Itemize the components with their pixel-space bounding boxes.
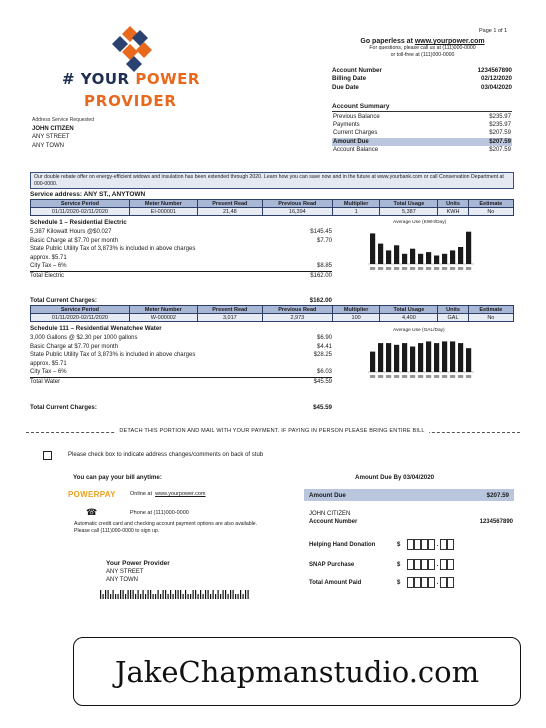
chart-bar xyxy=(378,343,383,372)
detach-instructions: DETACH THIS PORTION AND MAIL WITH YOUR PAYMENT. IF PAYING IN PERSON PLEASE BRING ENTIRE BILL xyxy=(30,428,514,434)
chart-bar xyxy=(378,244,383,264)
amount-due-row: Amount Due $207.59 xyxy=(333,138,511,145)
snap-cents[interactable] xyxy=(440,559,447,570)
chart-bar xyxy=(394,245,399,264)
total-paid-input[interactable] xyxy=(414,577,421,588)
auto-payment-info: Automatic credit card and checking account payment options are also available. Please call (111)000-0000 to sign up. xyxy=(74,521,258,534)
electric-lines: 5,387 Kilowatt Hours @$0.027 $145.45 Basic Charge at $7.70 per month $7.70 State Public Utility Tax of 3,873% is included in above charges approx. $5.71 City Tax – 6% $8.85 Total Electric $162.00 xyxy=(30,229,332,279)
chart-tick-label xyxy=(402,267,407,270)
chart-tick-label xyxy=(450,267,455,270)
chart-tick-label xyxy=(426,375,431,378)
current-charges-total: Total Current Charges: $162.00 xyxy=(30,297,332,304)
electric-chart-title: Average Use (KWH/Day) xyxy=(393,220,447,225)
chart-bar xyxy=(386,343,391,372)
barcode-bar xyxy=(163,590,164,599)
table-row: 01/11/2020-02/11/2020 EI-000001 21,48 16,394 1 5,387 KWH No xyxy=(31,208,514,216)
barcode-bar xyxy=(158,590,159,599)
barcode-bar xyxy=(243,594,244,599)
chart-tick-label xyxy=(434,375,439,378)
barcode-bar xyxy=(198,594,199,599)
online-payment: Online at www.yourpower.com xyxy=(130,491,206,497)
chart-tick-label xyxy=(458,267,463,270)
water-usage-chart xyxy=(366,336,476,382)
barcode-bar xyxy=(223,590,224,599)
barcode-bar xyxy=(208,590,209,599)
chart-bar xyxy=(370,352,375,372)
electric-meter-table: Service Period Meter Number Present Read Previous Read Multiplier Total Usage Units Estimate 01/11/2020-02/11/2020 EI-000001 21,48 16,394 1 5,387 KWH No xyxy=(30,199,514,216)
phone-icon: ☎ xyxy=(86,507,98,517)
barcode-bar xyxy=(108,590,109,599)
barcode-bar xyxy=(155,594,156,599)
company-logo xyxy=(108,24,162,74)
stub-account-info: JOHN CITIZEN Account Number 1234567890 xyxy=(309,511,513,525)
chart-tick-label xyxy=(378,375,383,378)
chart-tick-label xyxy=(434,267,439,270)
chart-bar xyxy=(426,252,431,264)
barcode-bar xyxy=(153,594,154,599)
barcode-bar xyxy=(235,594,236,599)
barcode-bar xyxy=(178,590,179,599)
barcode-bar xyxy=(145,594,146,599)
water-chart-title: Average Use (GAL/Day) xyxy=(393,328,445,333)
barcode-bar xyxy=(143,590,144,599)
barcode-bar xyxy=(193,590,194,599)
barcode-bar xyxy=(148,590,149,599)
total-current-charges: Total Current Charges: $45.59 xyxy=(30,404,332,411)
barcode-bar xyxy=(125,594,126,599)
rebate-notice: Our double rebate offer on energy-efficient widows and insulation has been extended through 2020. Learn how you can save now and in the future at www.yourbank.com or call Conservation Department at 000-0000. xyxy=(30,172,514,189)
chart-tick-label xyxy=(378,267,383,270)
chart-bar xyxy=(418,343,423,372)
chart-bar xyxy=(370,233,375,264)
chart-tick-label xyxy=(394,375,399,378)
chart-bar xyxy=(410,347,415,373)
barcode-bar xyxy=(228,594,229,599)
barcode-bar xyxy=(245,590,246,599)
chart-tick-label xyxy=(466,267,471,270)
barcode-bar xyxy=(175,590,176,599)
barcode-bar xyxy=(113,590,114,599)
total-paid-input[interactable] xyxy=(421,577,428,588)
helping-hand-input[interactable] xyxy=(428,539,435,550)
chart-bar xyxy=(466,232,471,264)
chart-tick-label xyxy=(426,267,431,270)
chart-bar xyxy=(450,341,455,372)
barcode-bar xyxy=(115,594,116,599)
barcode-bar xyxy=(103,594,104,599)
barcode-bar xyxy=(170,590,171,599)
barcode-bar xyxy=(240,590,241,599)
account-summary: Account Summary Previous Balance $235.97 Payments $235.97 Current Charges $207.59 Amount Due $207.59 Account Balance $207.59 xyxy=(332,103,511,153)
chart-bar xyxy=(442,254,447,264)
total-paid-input[interactable] xyxy=(407,577,414,588)
snap-cents[interactable] xyxy=(447,559,454,570)
barcode-bar xyxy=(188,594,189,599)
electric-schedule-title: Schedule 1 – Residential Electric xyxy=(30,219,127,226)
barcode-bar xyxy=(180,590,181,599)
table-row: 01/11/2020-02/11/2020 W-000002 3,017 2,973 100 4,400 GAL No xyxy=(31,314,514,322)
snap-row: SNAP Purchase $ . xyxy=(309,559,454,570)
chart-bar xyxy=(394,345,399,372)
chart-bar xyxy=(426,341,431,372)
online-payment-link[interactable]: www.yourpower.com xyxy=(155,491,206,497)
barcode-bar xyxy=(138,590,139,599)
chart-tick-label xyxy=(442,267,447,270)
snap-input[interactable] xyxy=(428,559,435,570)
helping-hand-row: Helping Hand Donation $ . xyxy=(309,539,454,550)
barcode-bar xyxy=(130,590,131,599)
watermark: JakeChapmanstudio.com xyxy=(73,637,521,706)
chart-bar xyxy=(434,256,439,265)
page-number: Page 1 of 1 xyxy=(479,28,508,34)
chart-bar xyxy=(458,343,463,372)
brand-name-line2: PROVIDER xyxy=(84,92,177,110)
service-requested: Address Service Requested xyxy=(32,117,94,123)
barcode-bar xyxy=(165,590,166,599)
snap-input[interactable] xyxy=(414,559,421,570)
chart-tick-label xyxy=(450,375,455,378)
amount-due-by: Amount Due By 03/04/2020 xyxy=(355,474,435,481)
total-paid-cents[interactable] xyxy=(447,577,454,588)
barcode-bar xyxy=(218,590,219,599)
stub-amount-due: Amount Due $207.59 xyxy=(304,489,514,501)
chart-bar xyxy=(402,343,407,372)
chart-bar xyxy=(450,250,455,264)
barcode-bar xyxy=(118,594,119,599)
barcode-bar xyxy=(168,594,169,599)
barcode-bar xyxy=(135,594,136,599)
barcode-bar xyxy=(225,590,226,599)
barcode-bar xyxy=(160,594,161,599)
chart-tick-label xyxy=(410,267,415,270)
phone-payment: Phone at (111)000-0000 xyxy=(130,510,189,516)
barcode-bar xyxy=(195,590,196,599)
chart-bar xyxy=(458,247,463,264)
barcode-bar xyxy=(238,594,239,599)
barcode-bar xyxy=(123,590,124,599)
remit-address: Your Power Provider ANY STREET ANY TOWN xyxy=(106,560,170,583)
chart-tick-label xyxy=(418,375,423,378)
chart-bar xyxy=(402,254,407,264)
chart-bar xyxy=(418,254,423,264)
barcode-bar xyxy=(220,594,221,599)
barcode-bar xyxy=(105,590,106,599)
barcode-bar xyxy=(230,590,231,599)
barcode-bar xyxy=(190,594,191,599)
chart-bar xyxy=(410,249,415,264)
pay-anytime-heading: You can pay your bill anytime: xyxy=(73,474,162,481)
chart-bar xyxy=(442,341,447,372)
chart-tick-label xyxy=(442,375,447,378)
snap-input[interactable] xyxy=(421,559,428,570)
barcode-bar xyxy=(120,590,121,599)
helping-hand-input[interactable] xyxy=(407,539,414,550)
barcode-bar xyxy=(140,594,141,599)
barcode-bar xyxy=(213,590,214,599)
chart-tick-label xyxy=(370,267,375,270)
chart-bar xyxy=(434,343,439,372)
helping-hand-input[interactable] xyxy=(421,539,428,550)
water-meter-table: Service Period Meter Number Present Read Previous Read Multiplier Total Usage Units Estimate 01/11/2020-02/11/2020 W-000002 3,017 2,973 100 4,400 GAL No xyxy=(30,305,514,322)
barcode-bar xyxy=(173,594,174,599)
barcode-bar xyxy=(100,590,101,599)
water-schedule-title: Schedule 111 – Residential Wenatchee Water xyxy=(30,325,162,332)
helping-hand-cents[interactable] xyxy=(447,539,454,550)
customer-name: JOHN CITIZEN xyxy=(32,125,74,132)
chart-tick-label xyxy=(458,375,463,378)
chart-bar xyxy=(466,348,471,372)
brand-name-line1: # YOUR POWER xyxy=(62,70,200,88)
chart-tick-label xyxy=(370,375,375,378)
electric-usage-chart xyxy=(366,228,476,274)
customer-address xyxy=(32,116,94,150)
address-change-checkbox[interactable] xyxy=(43,451,52,460)
customer-street: ANY STREET xyxy=(32,134,70,140)
snap-input[interactable] xyxy=(407,559,414,570)
service-address: Service address: ANY ST., ANYTOWN xyxy=(30,191,146,198)
powerpay-logo: POWERPAY xyxy=(68,490,116,499)
chart-tick-label xyxy=(394,267,399,270)
customer-town: ANY TOWN xyxy=(32,142,65,149)
barcode-bar xyxy=(110,594,111,599)
total-paid-input[interactable] xyxy=(428,577,435,588)
barcode-bar xyxy=(150,590,151,599)
paperless-notice: Go paperless at www.yourpower.com For questions, please call us at (111)000-0000 or toll-free at (111)000-0000 xyxy=(360,38,485,58)
chart-tick-label xyxy=(466,375,471,378)
paperless-link[interactable]: www.yourpower.com xyxy=(414,38,485,45)
account-info: Account Number 1234567890 Billing Date 02/12/2020 Due Date 03/04/2020 xyxy=(332,67,512,91)
chart-tick-label xyxy=(386,267,391,270)
barcode-bar xyxy=(133,590,134,599)
barcode-bar xyxy=(128,590,129,599)
barcode-bar xyxy=(248,590,249,599)
water-lines: 3,000 Gallons @ $2.30 per 1000 gallons $6.90 Basic Charge at $7.70 per month $4.41 State Public Utility Tax of 3,873% is included in above charges $28.25 approx. $5.71 City Tax – 6% $6.03 Total Water $45.59 xyxy=(30,335,332,385)
barcode-bar xyxy=(210,594,211,599)
barcode-bar xyxy=(185,590,186,599)
barcode-bar xyxy=(183,594,184,599)
chart-tick-label xyxy=(410,375,415,378)
barcode-bar xyxy=(215,594,216,599)
chart-tick-label xyxy=(418,267,423,270)
helping-hand-input[interactable] xyxy=(414,539,421,550)
barcode-bar xyxy=(233,590,234,599)
barcode-bar xyxy=(205,590,206,599)
barcode-bar xyxy=(203,594,204,599)
chart-tick-label xyxy=(386,375,391,378)
helping-hand-cents[interactable] xyxy=(440,539,447,550)
address-change-label: Please check box to indicate address changes/comments on back of stub xyxy=(68,452,264,458)
chart-tick-label xyxy=(402,375,407,378)
chart-bar xyxy=(386,250,391,264)
postal-barcode xyxy=(100,590,250,599)
barcode-bar xyxy=(200,590,201,599)
total-paid-cents[interactable] xyxy=(440,577,447,588)
total-paid-row: Total Amount Paid $ . xyxy=(309,577,454,588)
